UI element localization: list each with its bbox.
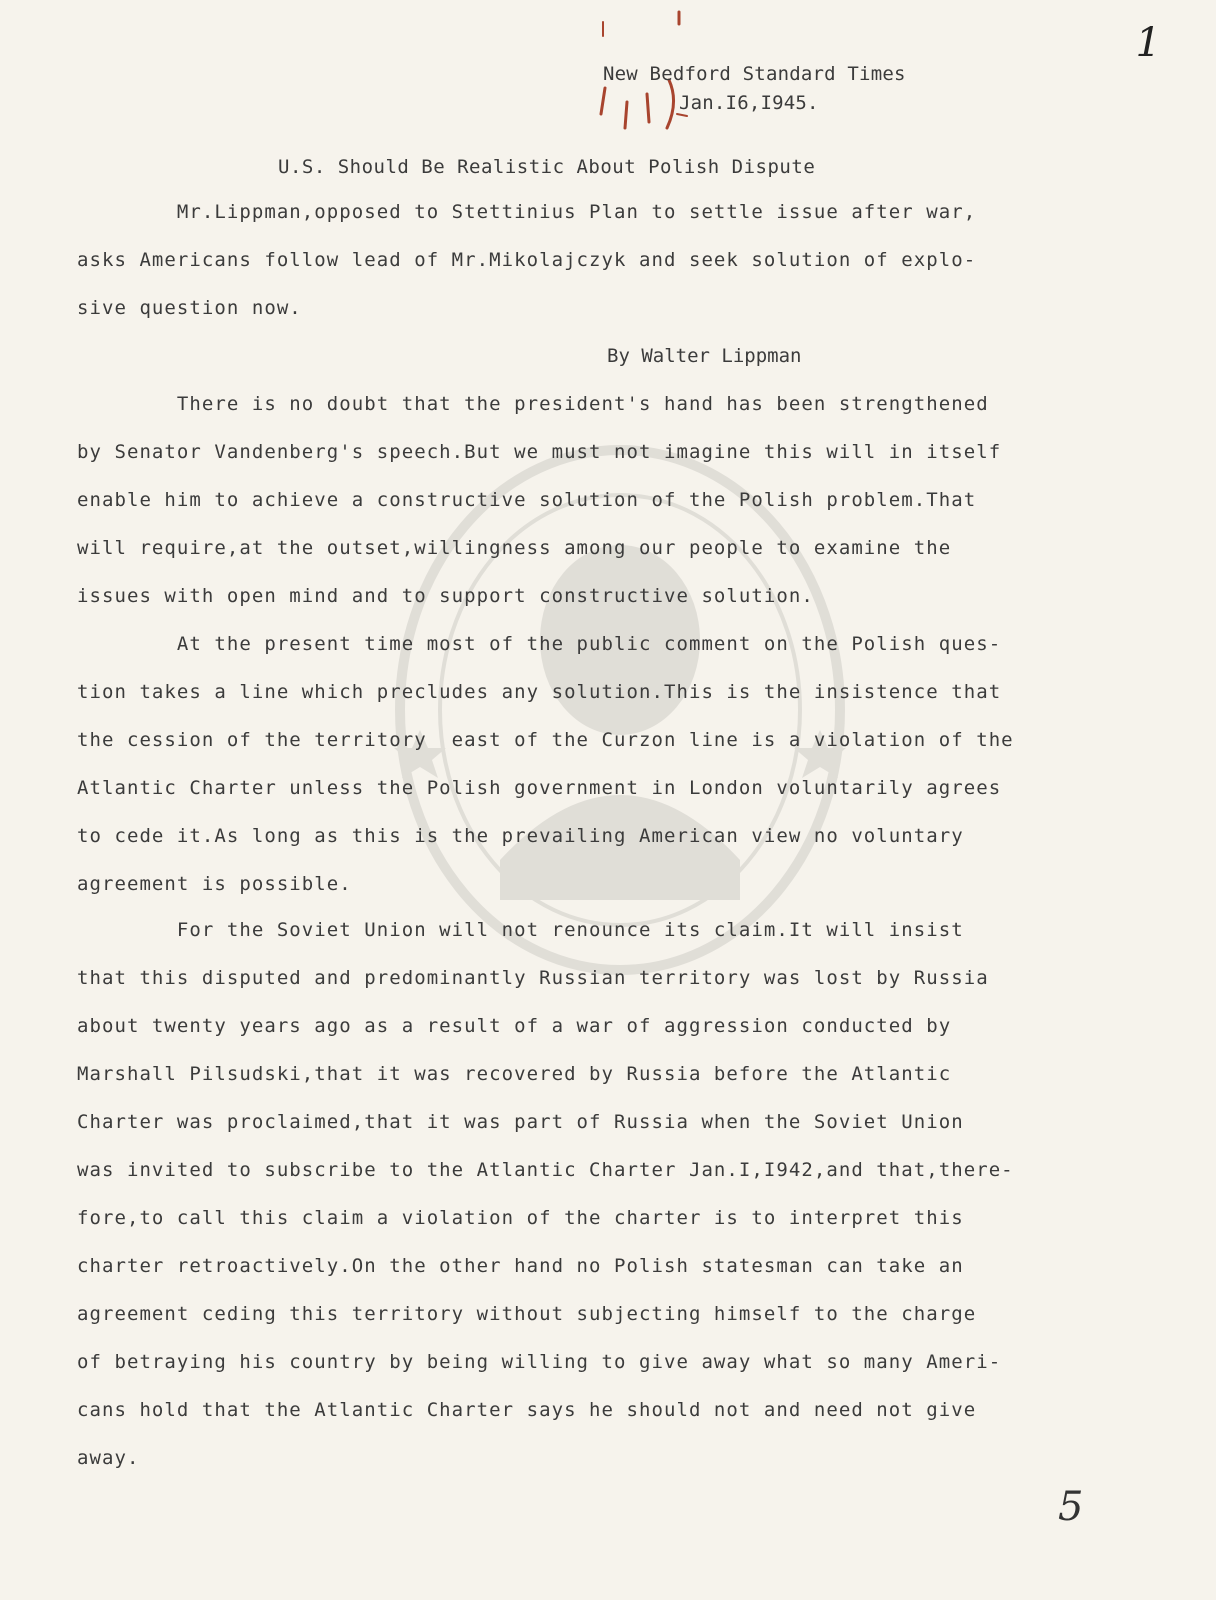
text-line: enable him to achieve a constructive solution of the Polish problem.That: [77, 489, 977, 511]
text-line: There is no doubt that the president's hand has been strengthened: [77, 393, 989, 415]
text-line: will require,at the outset,willingness among our people to examine the: [77, 537, 952, 559]
subhead-line: asks Americans follow lead of Mr.Mikolajczyk and seek solution of explo-: [77, 249, 977, 271]
paragraph-3: [77, 906, 1137, 1482]
text-line: by Senator Vandenberg's speech.But we must not imagine this will in itself: [77, 441, 1002, 463]
text-line: charter retroactively.On the other hand no Polish statesman can take an: [77, 1255, 964, 1277]
text-line: tion takes a line which precludes any solution.This is the insistence that: [77, 681, 1002, 703]
subhead-line: sive question now.: [77, 297, 302, 319]
text-line: fore,to call this claim a violation of the charter is to interpret this: [77, 1207, 964, 1229]
text-line: the cession of the territory east of the Curzon line is a violation of the: [77, 729, 1014, 751]
text-line: Charter was proclaimed,that it was part of Russia when the Soviet Union: [77, 1111, 964, 1133]
paragraph-1: [77, 380, 1137, 620]
text-line: that this disputed and predominantly Russian territory was lost by Russia: [77, 967, 989, 989]
source-citation: [603, 60, 906, 118]
text-line: Atlantic Charter unless the Polish government in London voluntarily agrees: [77, 777, 1002, 799]
text-line: cans hold that the Atlantic Charter says he should not and need not give: [77, 1399, 977, 1421]
text-line: For the Soviet Union will not renounce its claim.It will insist: [77, 919, 964, 941]
text-line: issues with open mind and to support constructive solution.: [77, 585, 814, 607]
article-byline: By Walter Lippman: [607, 345, 802, 367]
subhead-line: Mr.Lippman,opposed to Stettinius Plan to settle issue after war,: [77, 201, 977, 223]
text-line: of betraying his country by being willing to give away what so many Ameri-: [77, 1351, 1002, 1373]
page-mark-handwritten: 1: [1135, 20, 1161, 66]
page-number-handwritten: 5: [1058, 1484, 1084, 1530]
article-subhead: [77, 188, 1137, 332]
text-line: about twenty years ago as a result of a war of aggression conducted by: [77, 1015, 952, 1037]
article-headline: U.S. Should Be Realistic About Polish Dispute: [278, 156, 816, 178]
text-line: At the present time most of the public comment on the Polish ques-: [77, 633, 1002, 655]
paragraph-2: [77, 620, 1137, 908]
text-line: was invited to subscribe to the Atlantic Charter Jan.I,I942,and that,there-: [77, 1159, 1014, 1181]
publication-date: Jan.I6,I945.: [679, 92, 819, 114]
text-line: agreement ceding this territory without subjecting himself to the charge: [77, 1303, 977, 1325]
publication-name: New Bedford Standard Times: [603, 63, 906, 85]
text-line: to cede it.As long as this is the prevailing American view no voluntary: [77, 825, 964, 847]
text-line: Marshall Pilsudski,that it was recovered by Russia before the Atlantic: [77, 1063, 952, 1085]
text-line: away.: [77, 1447, 140, 1469]
text-line: agreement is possible.: [77, 873, 352, 895]
